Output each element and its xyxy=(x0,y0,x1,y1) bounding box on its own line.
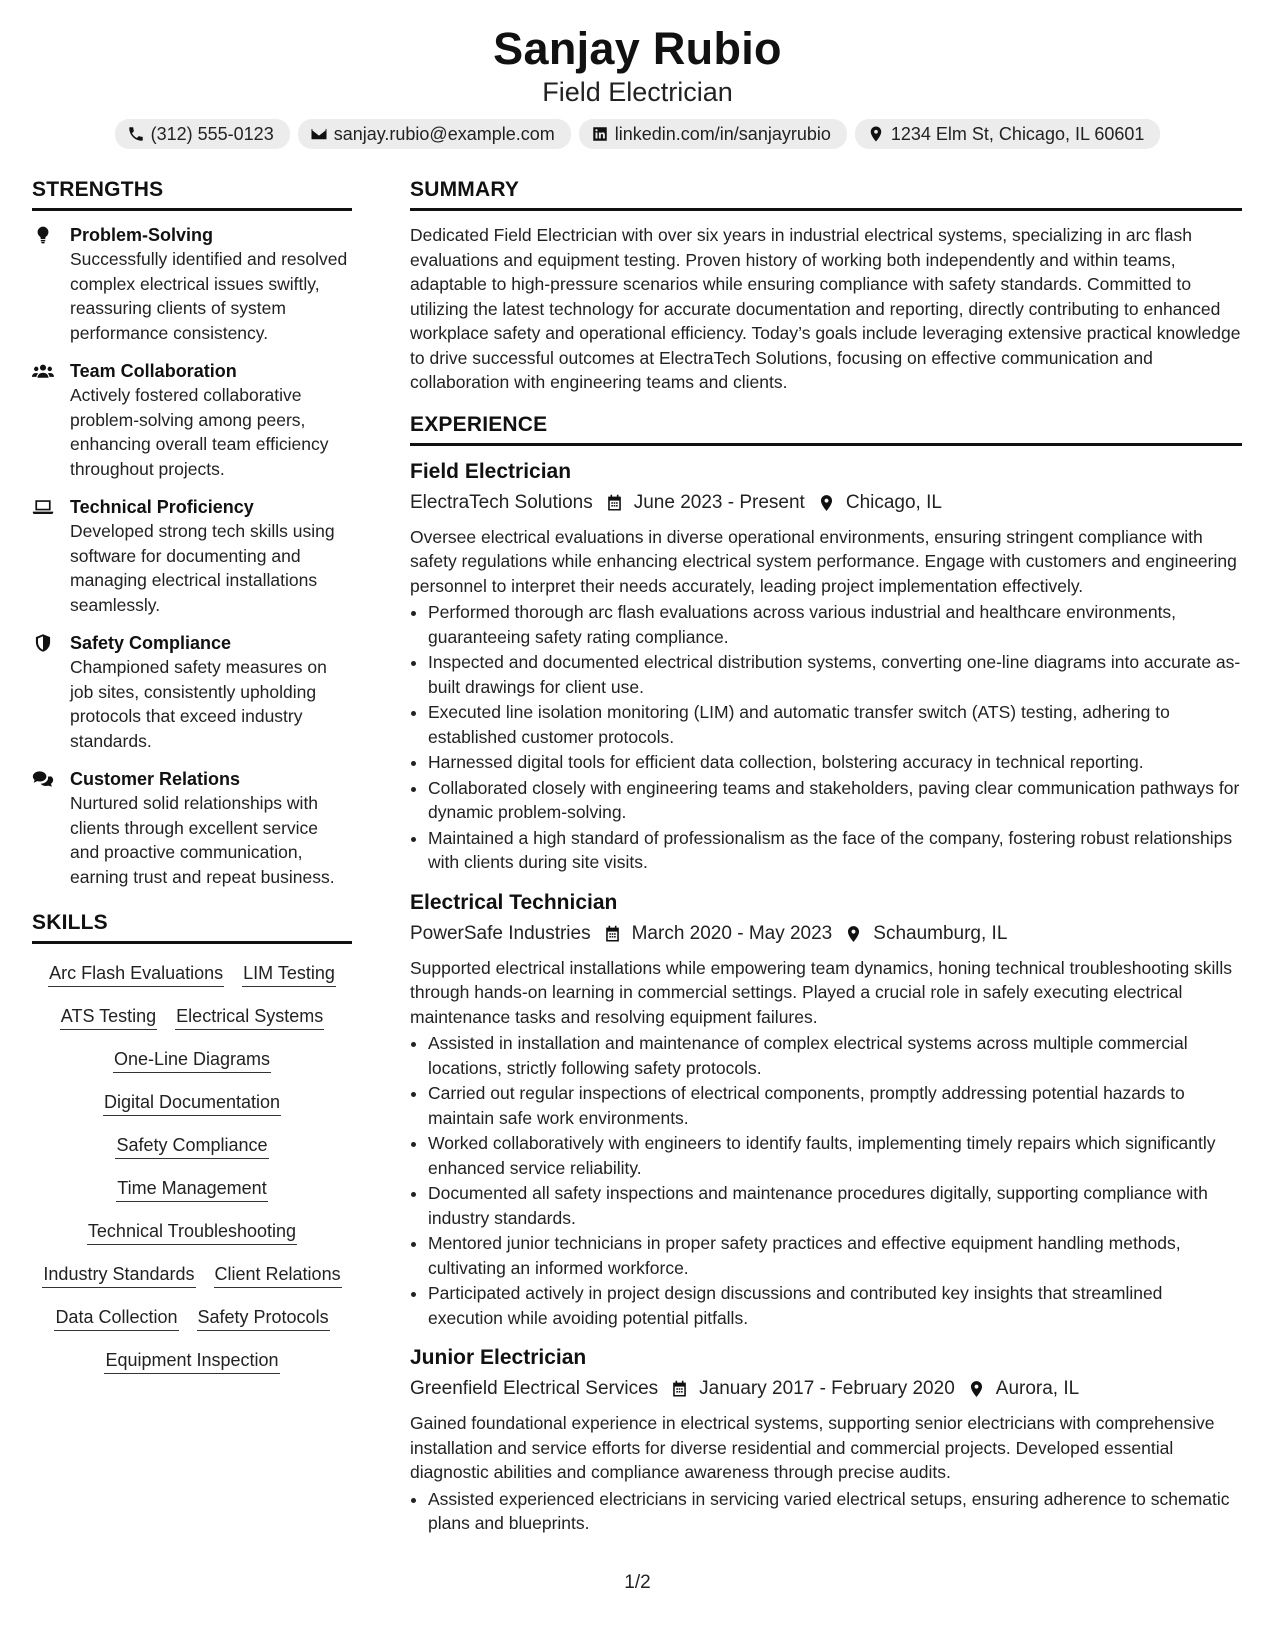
job-bullet: • Documented all safety inspections and maintenance procedures digitally, supporting compliance with industry standards. xyxy=(428,1181,1242,1230)
skill-tag: Digital Documentation xyxy=(103,1089,281,1116)
skill-tag: LIM Testing xyxy=(242,960,336,987)
summary-title: SUMMARY xyxy=(410,178,1242,211)
calendar-icon xyxy=(670,1379,689,1399)
job-bullet: • Maintained a high standard of professionalism as the face of the company, fostering robust relationships with clients during site visits. xyxy=(428,826,1242,875)
job-title: Electrical Technician xyxy=(410,890,618,914)
job-bullet: • Assisted in installation and maintenance of complex electrical systems across multiple commercial locations, strictly following safety protocols. xyxy=(428,1031,1242,1080)
strength-item xyxy=(32,223,352,345)
skill-tag: Data Collection xyxy=(54,1304,178,1331)
skill-tag: Technical Troubleshooting xyxy=(87,1218,297,1245)
job-description: Oversee electrical evaluations in diverse operational environments, ensuring stringent compliance with safety regulations while enhancing electrical system performance. Engage with customers and engineering personnel to interpret their needs accurately, leading project implementation effectively. xyxy=(410,526,1237,596)
skill-tag: Safety Compliance xyxy=(115,1132,268,1159)
lightbulb-icon xyxy=(32,225,54,245)
job-bullet: • Participated actively in project design discussions and contributed key insights that streamlined execution while avoiding potential pitfalls. xyxy=(428,1281,1242,1330)
job-description: Gained foundational experience in electrical systems, supporting senior electricians with comprehensive installation and service efforts for diverse residential and commercial projects. Developed essential diagnostic abilities and compliance awareness through precise audits. xyxy=(410,1413,1215,1482)
job-company: Greenfield Electrical Services xyxy=(410,1378,659,1399)
job-title: Junior Electrician xyxy=(410,1346,587,1369)
skill-tag: Time Management xyxy=(116,1175,267,1202)
resume-header xyxy=(0,22,1275,149)
contact-email-text: sanjay.rubio@example.com xyxy=(333,123,555,144)
job-bullet: • Worked collaboratively with engineers to identify faults, implementing timely repairs which significantly enhanced service reliability. xyxy=(428,1131,1242,1180)
contact-linkedin-text: linkedin.com/in/sanjayrubio xyxy=(614,123,831,144)
job-bullets xyxy=(410,1487,1242,1536)
job-location: Aurora, IL xyxy=(995,1378,1080,1399)
job-bullet: • Inspected and documented electrical distribution systems, converting one-line diagrams into accurate as-built drawings for client use. xyxy=(428,650,1242,699)
map-pin-icon xyxy=(967,1379,986,1399)
skill-tag: ATS Testing xyxy=(60,1003,157,1030)
contact-linkedin[interactable] xyxy=(579,119,847,149)
page-number: 1/2 xyxy=(624,1572,651,1593)
calendar-icon xyxy=(603,924,622,944)
left-column xyxy=(32,178,352,1374)
job-bullets xyxy=(410,600,1242,875)
envelope-icon xyxy=(310,125,328,143)
job-bullet: • Collaborated closely with engineering teams and stakeholders, paving clear communication pathways for dynamic problem-solving. xyxy=(428,776,1242,825)
right-column xyxy=(410,178,1242,1550)
job-meta xyxy=(410,920,1242,948)
chat-bubbles-icon xyxy=(32,769,54,789)
contact-address-text: 1234 Elm St, Chicago, IL 60601 xyxy=(890,123,1145,144)
job-bullet: • Executed line isolation monitoring (LIM) and automatic transfer switch (ATS) testing, adhering to established customer protocols. xyxy=(428,700,1242,749)
candidate-role: Field Electrician xyxy=(542,77,733,107)
strength-title: Team Collaboration xyxy=(70,361,237,381)
map-pin-icon xyxy=(867,125,885,143)
contact-email[interactable] xyxy=(298,119,571,149)
job-entry xyxy=(410,1344,1242,1536)
job-meta xyxy=(410,1375,1242,1403)
summary-text: Dedicated Field Electrician with over six years in industrial electrical systems, specializing in arc flash evaluations and equipment testing. Proven history of working both independently and within teams, adaptable to high-pressure scenarios while ensuring compliance with safety standards. Committed to utilizing the latest technology for accurate documentation and reporting, directly contributing to enhanced workplace safety and operational efficiency. Today’s goals include leveraging extensive practical knowledge to drive successful outcomes at ElectraTech Solutions, focusing on effective communication and collaboration with engineering teams and clients. xyxy=(410,225,1241,392)
job-description: Supported electrical installations while empowering team dynamics, honing technical troubleshooting skills through hands-on learning in commercial settings. Played a crucial role in safely executing electrical maintenance tasks and resolving equipment failures. xyxy=(410,957,1232,1027)
strength-item xyxy=(32,631,352,753)
job-meta xyxy=(410,489,1242,517)
contact-phone[interactable] xyxy=(115,119,290,149)
skill-tag: Safety Protocols xyxy=(197,1304,330,1331)
job-company: PowerSafe Industries xyxy=(410,922,591,944)
job-dates: March 2020 - May 2023 xyxy=(631,922,833,944)
job-bullets xyxy=(410,1031,1242,1330)
linkedin-icon xyxy=(591,125,609,143)
job-location: Schaumburg, IL xyxy=(873,922,1008,944)
strength-desc: Championed safety measures on job sites, consistently upholding protocols that exceed industry standards. xyxy=(70,657,327,751)
job-bullet: • Harnessed digital tools for efficient data collection, bolstering accuracy in technical reporting. xyxy=(428,750,1242,775)
job-bullet: • Performed thorough arc flash evaluations across various industrial and healthcare environments, guaranteeing safety rating compliance. xyxy=(428,600,1242,649)
skills-title: SKILLS xyxy=(32,911,352,944)
shield-icon xyxy=(32,633,54,653)
map-pin-icon xyxy=(817,493,836,513)
skill-tag: Equipment Inspection xyxy=(104,1347,279,1374)
strength-item xyxy=(32,359,352,481)
strength-desc: Nurtured solid relationships with clients through excellent service and proactive communication, earning trust and repeat business. xyxy=(70,793,335,887)
skill-tag: Electrical Systems xyxy=(175,1003,324,1030)
job-dates: January 2017 - February 2020 xyxy=(699,1378,955,1399)
job-location: Chicago, IL xyxy=(845,491,942,513)
strength-title: Problem-Solving xyxy=(70,225,214,245)
phone-icon xyxy=(127,125,145,143)
job-entry xyxy=(410,458,1242,875)
experience-title: EXPERIENCE xyxy=(410,413,1242,446)
contact-bar xyxy=(0,119,1275,149)
skill-tag: Client Relations xyxy=(214,1261,342,1288)
strengths-title: STRENGTHS xyxy=(32,178,352,211)
map-pin-icon xyxy=(844,924,863,944)
strength-title: Customer Relations xyxy=(70,769,241,789)
skill-tag: One-Line Diagrams xyxy=(113,1046,271,1073)
job-entry xyxy=(410,889,1242,1331)
strength-desc: Successfully identified and resolved complex electrical issues swiftly, reassuring clients of system performance consistency. xyxy=(70,249,348,343)
strength-desc: Developed strong tech skills using software for documenting and managing electrical installations seamlessly. xyxy=(70,521,335,615)
strength-title: Safety Compliance xyxy=(70,633,232,653)
contact-address[interactable] xyxy=(855,119,1161,149)
strength-item xyxy=(32,767,352,889)
job-company: ElectraTech Solutions xyxy=(410,491,593,513)
job-title: Field Electrician xyxy=(410,459,572,483)
job-bullet: • Assisted experienced electricians in servicing varied electrical setups, ensuring adherence to schematic plans and blueprints. xyxy=(428,1487,1242,1536)
strength-title: Technical Proficiency xyxy=(70,497,254,517)
laptop-icon xyxy=(32,497,54,517)
strength-item xyxy=(32,495,352,617)
job-bullet: • Carried out regular inspections of electrical components, promptly addressing potential hazards to maintain safe work environments. xyxy=(428,1081,1242,1130)
strength-desc: Actively fostered collaborative problem-solving among peers, enhancing overall team efficiency throughout projects. xyxy=(70,385,329,479)
users-icon xyxy=(32,361,54,381)
job-dates: June 2023 - Present xyxy=(633,491,805,513)
contact-phone-text: (312) 555-0123 xyxy=(150,123,274,144)
job-bullet: • Mentored junior technicians in proper safety practices and effective equipment handling methods, cultivating an informed workforce. xyxy=(428,1231,1242,1280)
skill-tag: Arc Flash Evaluations xyxy=(48,960,224,987)
skills-list xyxy=(32,956,352,1374)
skill-tag: Industry Standards xyxy=(42,1261,195,1288)
calendar-icon xyxy=(605,493,624,513)
candidate-name: Sanjay Rubio xyxy=(493,23,782,74)
